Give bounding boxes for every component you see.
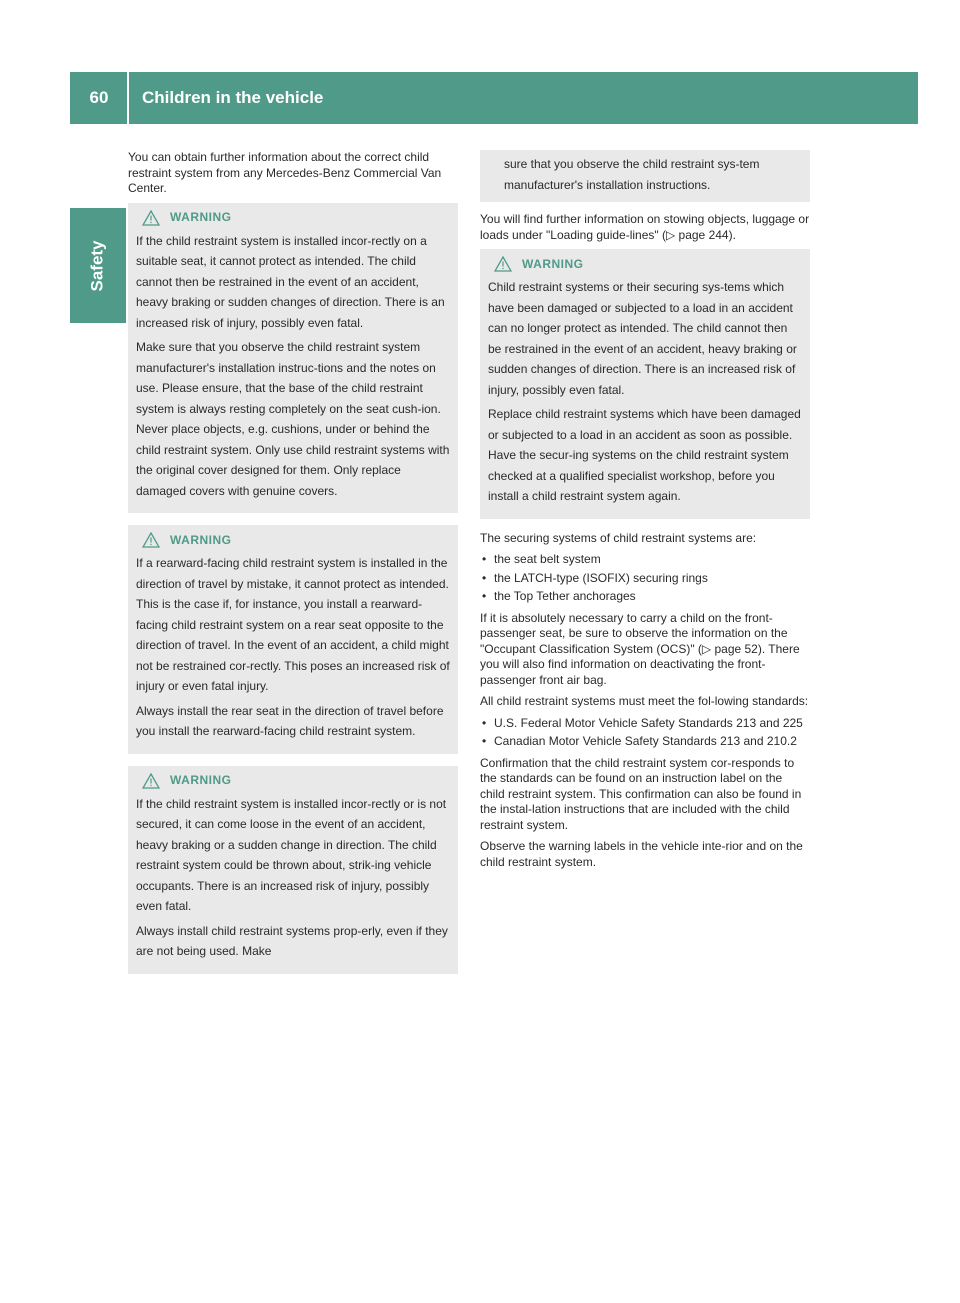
warning-triangle-icon [142, 773, 160, 789]
warning-header [136, 209, 450, 227]
warning-title: WARNING [170, 210, 232, 225]
securing-intro: The securing systems of child restraint systems are: [480, 530, 757, 545]
warning-title: WARNING [170, 773, 232, 788]
warning-header [136, 772, 450, 790]
page-title: Children in the vehicle [142, 88, 324, 107]
list-item: • Canadian Motor Vehicle Safety Standards 213 and 210.2 [480, 734, 810, 750]
warning-box [128, 766, 458, 974]
list-item: • U.S. Federal Motor Vehicle Safety Standards 213 and 225 [480, 716, 810, 732]
standards-intro: All child restraint systems must meet the fol-lowing standards: [480, 694, 809, 708]
side-tab-label-wrap [70, 208, 126, 323]
stowing-paragraph: You will find further information on stowing objects, luggage or loads under "Loading guide-lines" (▷ page 244). [480, 212, 810, 242]
warning-text: If a rearward-facing child restraint system is installed in the direction of travel by mistake, it cannot protect as intended. This is the case if, for instance, you install a rearward-facing child restraint system on a rear seat opposite to the direction of travel. In the event of an accident, a child might not be restrained cor-rectly. This poses an increased risk of injury or even fatal injury. [136, 556, 450, 693]
right-column [480, 150, 810, 876]
list-item: • the Top Tether anchorages [480, 589, 810, 605]
left-column [128, 150, 458, 986]
warning-text: Always install the rear seat in the direction of travel before you install the rearward-facing child restraint system. [136, 703, 444, 738]
warning-title: WARNING [170, 532, 232, 547]
intro-paragraph: You can obtain further information about the correct child restraint system from any Mercedes-Benz Commercial Van Center. [128, 150, 442, 195]
standards-list [480, 716, 810, 750]
side-tab-label: Safety [88, 239, 107, 292]
securing-list [480, 552, 810, 605]
warning-triangle-icon [142, 532, 160, 548]
warning-triangle-icon [142, 210, 160, 226]
confirmation-paragraph: Confirmation that the child restraint system cor-responds to the standards can be found on an instruction label on the child restraint system. This confirmation can also be found in the instal-lation instructions that are included with the child restraint system. [480, 755, 802, 832]
warning-text: If the child restraint system is installed incor-rectly or is not secured, it can come loose in the event of an accident, heavy braking or a sudden change in direction. The child restraint system could be thrown about, strik-ing vehicle occupants. There is an increased risk of injury, possibly even fatal. [136, 796, 447, 913]
warning-title: WARNING [522, 256, 584, 271]
warning-text: Always install child restraint systems prop-erly, even if they are not being used. Make [136, 923, 448, 958]
warning-continuation [480, 150, 810, 202]
warning-header [136, 531, 450, 549]
warning-box [128, 525, 458, 754]
warning-header [488, 255, 802, 273]
list-item: • the seat belt system [480, 552, 810, 568]
warning-text: If the child restraint system is installed incor-rectly on a suitable seat, it cannot protect as intended. The child cannot then be restrained in the event of an accident, heavy braking or sudden changes of direction. There is an increased risk of injury, possibly even fatal. [136, 233, 445, 330]
warning-box [128, 203, 458, 514]
front-seat-paragraph: If it is absolutely necessary to carry a child on the front-passenger seat, be sure to observe the information on the "Occupant Classification System (OCS)" (▷ page 52). There you will also find information on deactivating the front-passenger front air bag. [480, 610, 800, 687]
header-divider [127, 72, 129, 124]
warning-continuation-text: sure that you observe the child restraint sys-tem manufacturer's installation instructions. [504, 157, 760, 192]
warning-box [480, 249, 810, 519]
page-number: 60 [89, 88, 109, 107]
warning-text: Replace child restraint systems which have been damaged or subjected to a load in an accident as soon as possible. Have the secur-ing systems on the child restraint system checked at a qualified specialist workshop, before you install a child restraint system again. [488, 407, 801, 503]
warning-triangle-icon [494, 256, 512, 272]
observe-paragraph: Observe the warning labels in the vehicle inte-rior and on the child restraint system. [480, 839, 803, 869]
warning-text: Child restraint systems or their securing sys-tems which have been damaged or subjected to a load in an accident can no longer protect as intended. The child cannot then be restrained in the event of an accident, heavy braking or sudden changes of direction. There is an increased risk of injury, possibly even fatal. [488, 280, 797, 397]
list-item: • the LATCH-type (ISOFIX) securing rings [480, 571, 810, 587]
warning-text: Make sure that you observe the child restraint system manufacturer's installation instruc-tions and the notes on use. Please ensure, that the base of the child restraint system is always resting completely on the seat cush-ion. Never place objects, e.g. cushions, under or behind the child restraint system. Only use child restraint systems with the original cover designed for them. Only replace damaged covers with genuine covers. [136, 340, 450, 498]
